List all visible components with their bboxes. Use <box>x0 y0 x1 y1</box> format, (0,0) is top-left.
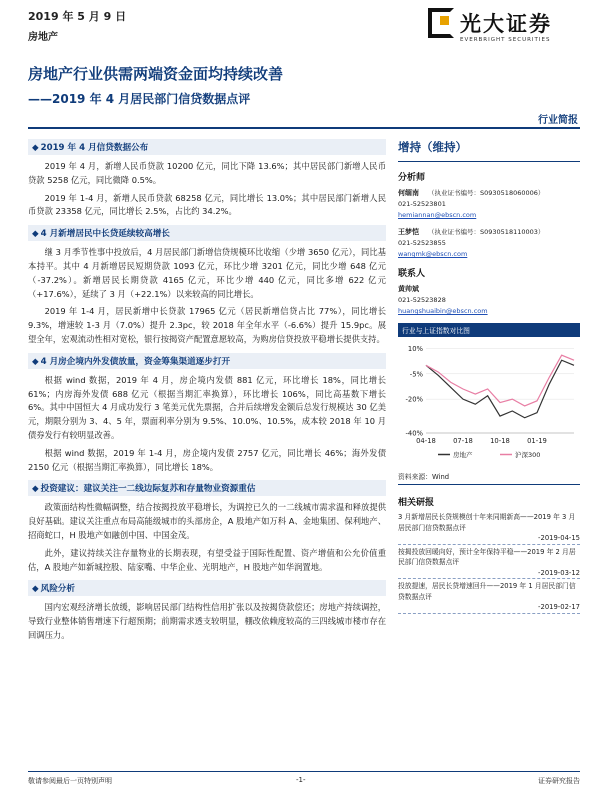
main-content <box>28 133 386 647</box>
paragraph: 2019 年 1-4 月，居民新增中长贷款 17965 亿元（居民新增信贷占比 77%），同比增长 9.3%，增速较 1-3 月（7.0%）提升 2.3pc，较 2018 年全年水平（-6.6%）提升 15.9pc。展望全年，宏观流动性相对宽松，银行按揭资产配置意愿较高，为购房信贷投放平稳增长提供支持。 <box>28 306 386 344</box>
x-tick-label: 04-18 <box>416 437 436 445</box>
chart-divider <box>398 484 580 485</box>
diamond-icon: ◆ <box>32 229 39 240</box>
related-heading: 相关研报 <box>398 498 435 508</box>
y-tick-label: 10% <box>407 344 423 353</box>
analysts-heading: 分析师 <box>398 173 426 183</box>
rating: 增持（维持） <box>398 140 467 154</box>
footer-report-label: 证券研究报告 <box>538 777 580 785</box>
sidebar <box>398 133 580 616</box>
header-divider <box>28 127 580 129</box>
analyst-card <box>398 188 580 221</box>
contact-card <box>398 284 580 317</box>
related-report-date: -2019-03-12 <box>398 568 580 580</box>
related-report-link[interactable]: 按揭投放回暖向好，预计全年保持平稳——2019 年 2 月居民部门信贷数据点评 <box>398 547 576 566</box>
related-report-date: -2019-04-15 <box>398 533 580 545</box>
report-date: 2019 年 5 月 9 日 <box>28 10 127 23</box>
sidebar-divider <box>398 161 580 162</box>
sector-label: 房地产 <box>28 32 58 43</box>
report-title: 房地产行业供需两端资金面均持续改善 <box>28 65 284 83</box>
section-bond-issuance <box>28 353 386 475</box>
legend-label: 房地产 <box>453 451 473 459</box>
related-report-link[interactable]: 投放提速，居民长贷增速回升——2019 年 1 月居民部门信贷数据点评 <box>398 582 576 601</box>
footer-disclaimer: 敬请参阅最后一页特别声明 <box>28 777 112 785</box>
analyst-card <box>398 227 580 260</box>
analyst-email-link[interactable]: hemiannan@ebscn.com <box>398 211 477 219</box>
x-tick-label: 01-19 <box>527 437 547 445</box>
section-investment-advice <box>28 480 386 574</box>
analyst-email-link[interactable]: wangmk@ebscn.com <box>398 250 468 258</box>
analyst-phone: 021-52523855 <box>398 239 446 247</box>
related-list <box>398 512 580 614</box>
report-type: 行业简报 <box>538 115 578 126</box>
y-tick-label: -20% <box>405 395 423 404</box>
section-announcement <box>28 139 386 219</box>
paragraph: 2019 年 1-4 月，新增人民币贷款 68258 亿元，同比增长 13.0%；其中居民部门新增人民币贷款 23358 亿元，同比增长 2.5%，占比约 34.2%。 <box>28 192 386 217</box>
section-heading: ◆ 4 月房企境内外发债放量，资金筹集渠道逐步打开 <box>28 353 386 369</box>
diamond-icon: ◆ <box>32 584 39 595</box>
section-long-term-loans <box>28 225 386 347</box>
section-heading: ◆ 风险分析 <box>28 580 386 596</box>
contact-phone: 021-52523828 <box>398 296 446 304</box>
line-chart <box>398 337 580 465</box>
series-line <box>426 360 574 418</box>
logo-text-cn: 光大证券 <box>460 11 552 36</box>
logo-text-en: EVERBRIGHT SECURITIES <box>460 37 551 43</box>
diamond-icon: ◆ <box>32 484 39 495</box>
y-tick-label: -5% <box>409 370 423 379</box>
analyst-cert: （执业证书编号：S0930518060006） <box>428 189 545 197</box>
diamond-icon: ◆ <box>32 143 39 153</box>
section-heading: ◆ 2019 年 4 月信贷数据公布 <box>28 139 386 155</box>
logo-dot-icon <box>440 16 449 25</box>
related-report-date: -2019-02-17 <box>398 602 580 614</box>
paragraph: 2019 年 4 月，新增人民币贷款 10200 亿元，同比下降 13.6%；其中居民部门新增人民币贷款 5258 亿元，同比微降 0.5%。 <box>28 161 386 185</box>
x-tick-label: 07-18 <box>453 437 473 445</box>
section-heading: ◆ 投资建议：建议关注一二线边际复苏和存量物业资源重估 <box>28 480 386 496</box>
analyst-name: 王梦恺 <box>398 228 419 236</box>
paragraph: 根据 wind 数据，2019 年 4 月，房企境内发债 881 亿元，环比增长 18%，同比增长 61%；内房海外发债 688 亿元（根据当期汇率换算），环比增长 106%，同比高基数下增长 6%。其中中国恒大 4 月成功发行 3 笔美元优先票据，合并后续增发金额后总发行规模达 30 亿美元，期限分别为 3、4、5 年，票面利率分别为 9.5%、10.0%、10.5%，成本较 2018 年 10 月债券发行有较明显改善。 <box>28 374 386 440</box>
contact-heading: 联系人 <box>398 269 426 279</box>
comparison-chart <box>398 323 580 485</box>
y-tick-label: -40% <box>405 429 423 438</box>
chart-title: 行业与上证指数对比图 <box>398 323 580 337</box>
section-heading: ◆ 4 月新增居民中长贷延续较高增长 <box>28 225 386 241</box>
diamond-icon: ◆ <box>32 356 39 367</box>
paragraph: 继 3 月季节性事中投放后，4 月居民部门新增信贷规模环比收缩（少增 3650 亿元），同比基本持平。其中 4 月新增居民短期贷款 1093 亿元，环比少增 3201 亿元，同比少增 648 亿元（-37.2%）。新增居民长期贷款 4165 亿元，环比少增 440 亿元，同比多增 622 亿元（+17.6%），延续了 3 月（+22.1%）以来较高的同比增长。 <box>28 247 386 299</box>
section-risk-analysis <box>28 580 386 642</box>
paragraph: 政策面结构性微幅调整，结合按揭投放平稳增长，为调控已久的一二线城市需求温和释放提供良好基础。建议关注重点布局高能级城市的头部房企，A 股地产如万科 A、金地集团、保利地产、招商蛇口，H 股地产如融创中国、中国金茂。 <box>28 502 386 540</box>
legend-label: 沪深300 <box>515 451 541 459</box>
report-subtitle: ——2019 年 4 月居民部门信贷数据点评 <box>28 92 251 106</box>
paragraph: 此外，建议持续关注存量物业的长期表现，有望受益于国际性配置、资产增值和公允价值重估，A 股地产如新城控股、陆家嘴、中华企业、光明地产，H 股地产如华润置地。 <box>28 547 386 572</box>
contact-name: 黄帅斌 <box>398 285 419 293</box>
paragraph: 国内宏观经济增长放缓，影响居民部门结构性信用扩张以及按揭贷款偿还；房地产持续调控，导致行业整体销售增速下行超预期；前期需求透支较明显，棚改依赖度较高的三四线城市楼市存在回调压力。 <box>28 602 386 640</box>
analyst-cert: （执业证书编号：S0930518110003） <box>428 228 545 236</box>
chart-source: 资料来源：Wind <box>398 473 450 481</box>
x-tick-label: 10-18 <box>490 437 510 445</box>
company-logo <box>428 4 578 48</box>
series-line <box>426 355 574 406</box>
page-footer <box>28 771 580 785</box>
page-number: -1- <box>296 776 306 784</box>
paragraph: 根据 wind 数据，2019 年 1-4 月，房企境内发债 2757 亿元，同比增长 46%；海外发债 2150 亿元（根据当期汇率换算），同比增长 18%。 <box>28 447 386 472</box>
contact-email-link[interactable]: huangshuaibin@ebscn.com <box>398 307 488 315</box>
analyst-name: 何缅南 <box>398 189 419 197</box>
analyst-phone: 021-52523801 <box>398 200 446 208</box>
related-report-link[interactable]: 3 月新增居民长贷规模创十年来同期新高——2019 年 3 月居民部门信贷数据点评 <box>398 513 576 532</box>
